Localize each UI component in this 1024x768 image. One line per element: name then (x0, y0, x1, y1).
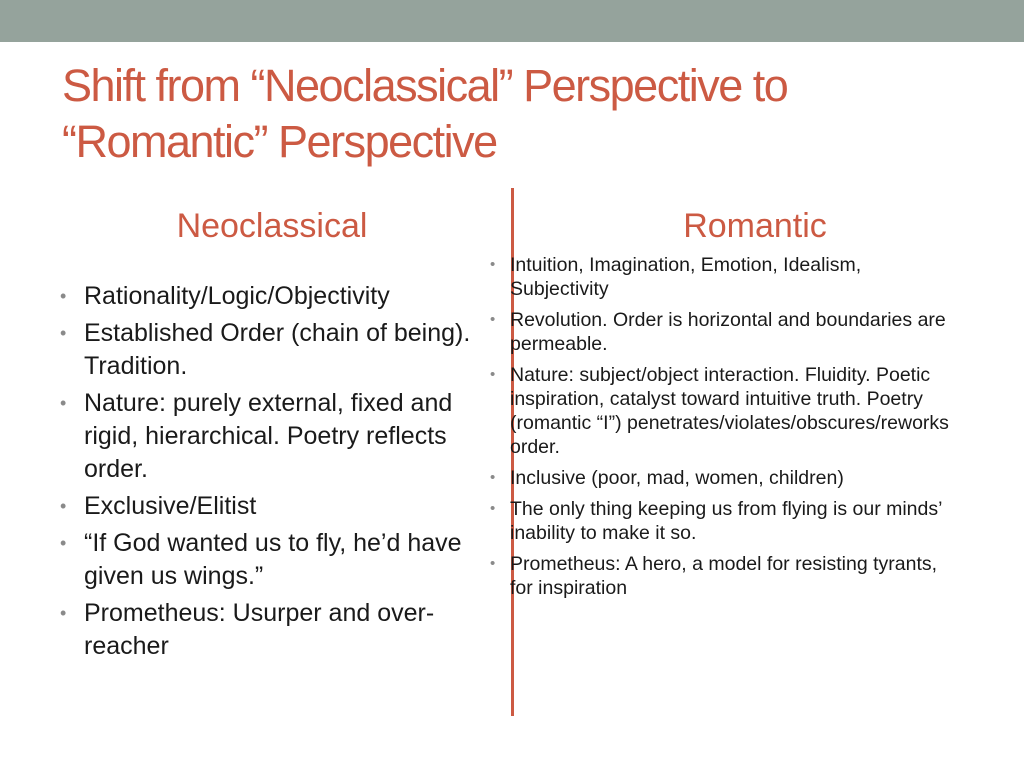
top-bar (0, 0, 1024, 42)
list-item-text: Intuition, Imagination, Emotion, Idealism, Subjectivity (510, 254, 862, 300)
bullet-icon: • (60, 496, 67, 516)
list-item-text: Inclusive (poor, mad, women, children) (510, 467, 844, 489)
list-item (60, 490, 480, 523)
slide-title: Shift from “Neoclassical” Perspective to “Romantic” Perspective (62, 60, 788, 167)
list-item (488, 308, 958, 356)
list-item-text: Prometheus: Usurper and over-reacher (84, 599, 435, 660)
list-item (488, 363, 958, 459)
list-item (488, 466, 958, 490)
bullet-icon: • (60, 393, 67, 413)
neoclassical-list (60, 280, 480, 667)
bullet-icon: • (490, 311, 496, 328)
bullet-icon: • (490, 555, 496, 572)
list-item-text: Nature: subject/object interaction. Fluidity. Poetic inspiration, catalyst toward intuitive truth. Poetry (romantic “I”) penetrates/violates/obscures/reworks order. (510, 364, 949, 458)
bullet-icon: • (60, 323, 67, 343)
list-item-text: The only thing keeping us from flying is our minds’ inability to make it so. (510, 498, 942, 544)
list-item-text: “If God wanted us to fly, he’d have given us wings.” (84, 529, 462, 590)
bullet-icon: • (490, 256, 496, 273)
list-item-text: Nature: purely external, fixed and rigid, hierarchical. Poetry reflects order. (84, 389, 453, 483)
bullet-icon: • (490, 366, 496, 383)
list-item (60, 597, 480, 663)
list-item (60, 280, 480, 313)
list-item (488, 552, 958, 600)
bullet-icon: • (60, 286, 67, 306)
list-item (60, 387, 480, 486)
list-item (488, 497, 958, 545)
list-item (488, 253, 958, 301)
bullet-icon: • (60, 603, 67, 623)
romantic-heading: Romantic (683, 207, 827, 245)
list-item-text: Rationality/Logic/Objectivity (84, 282, 390, 310)
list-item-text: Exclusive/Elitist (84, 492, 257, 520)
list-item-text: Prometheus: A hero, a model for resisting tyrants, for inspiration (510, 553, 938, 599)
romantic-list (488, 253, 958, 607)
list-item-text: Revolution. Order is horizontal and boundaries are permeable. (510, 309, 946, 355)
list-item (60, 317, 480, 383)
bullet-icon: • (490, 469, 496, 486)
bullet-icon: • (490, 500, 496, 517)
list-item (60, 527, 480, 593)
bullet-icon: • (60, 533, 67, 553)
neoclassical-heading: Neoclassical (176, 207, 368, 245)
list-item-text: Established Order (chain of being). Tradition. (84, 319, 471, 380)
